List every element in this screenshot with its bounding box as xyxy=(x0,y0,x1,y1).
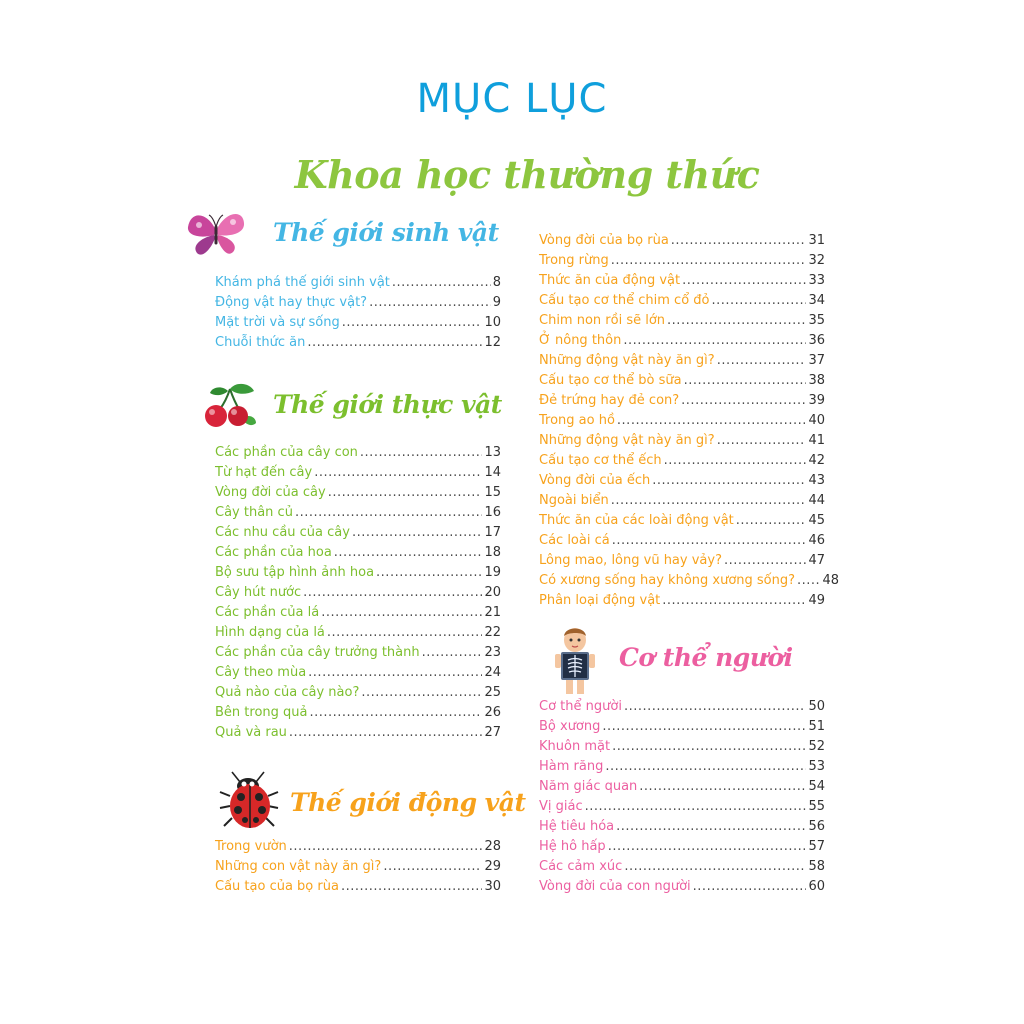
toc-entry-page: 37 xyxy=(808,353,825,368)
toc-entry-page: 49 xyxy=(808,593,825,608)
toc-entry-title: Hàm răng xyxy=(539,759,604,774)
toc-entry-page: 14 xyxy=(484,465,501,480)
toc-dot-leader xyxy=(334,543,483,563)
toc-entry-page: 18 xyxy=(484,545,501,560)
toc-dot-leader xyxy=(360,443,483,463)
toc-entry-page: 16 xyxy=(484,505,501,520)
toc-entry xyxy=(539,391,825,411)
toc-dot-leader xyxy=(712,291,807,311)
toc-entry-page: 52 xyxy=(808,739,825,754)
toc-dot-leader xyxy=(602,717,806,737)
toc-entry xyxy=(215,643,501,663)
toc-dot-leader xyxy=(352,523,483,543)
toc-entry xyxy=(215,543,501,563)
toc-entry-page: 56 xyxy=(808,819,825,834)
toc-list-co-the-nguoi xyxy=(539,697,825,897)
toc-dot-leader xyxy=(797,571,820,591)
toc-dot-leader xyxy=(361,683,482,703)
toc-list-dong-vat xyxy=(215,837,501,897)
toc-entry-page: 27 xyxy=(484,725,501,740)
toc-entry xyxy=(215,333,501,353)
berries-icon xyxy=(200,383,260,429)
toc-dot-leader xyxy=(376,563,482,583)
toc-entry-title: Vòng đời của con người xyxy=(539,879,691,894)
toc-entry-title: Hệ tiêu hóa xyxy=(539,819,615,834)
toc-dot-leader xyxy=(624,697,807,717)
boy-xray-icon xyxy=(549,624,601,696)
toc-dot-leader xyxy=(314,463,482,483)
toc-entry-title: Mặt trời và sự sống xyxy=(215,315,340,330)
toc-entry xyxy=(539,291,825,311)
toc-entry xyxy=(539,571,839,591)
toc-dot-leader xyxy=(624,857,806,877)
toc-dot-leader xyxy=(611,491,807,511)
toc-entry-page: 8 xyxy=(492,275,501,290)
toc-entry-page: 10 xyxy=(484,315,501,330)
toc-dot-leader xyxy=(717,351,807,371)
toc-entry-title: Năm giác quan xyxy=(539,779,638,794)
toc-entry-title: Cây thân củ xyxy=(215,505,293,520)
toc-entry-page: 15 xyxy=(484,485,501,500)
toc-entry-page: 35 xyxy=(808,313,825,328)
toc-dot-leader xyxy=(321,603,482,623)
toc-entry-title: Các phần của cây trưởng thành xyxy=(215,645,420,660)
ladybug-icon xyxy=(218,770,282,834)
toc-dot-leader xyxy=(585,797,807,817)
toc-entry-page: 38 xyxy=(808,373,825,388)
toc-dot-leader xyxy=(664,451,807,471)
toc-entry-title: Các phần của lá xyxy=(215,605,320,620)
toc-dot-leader xyxy=(341,877,483,897)
toc-entry-title: Đẻ trứng hay đẻ con? xyxy=(539,393,680,408)
toc-entry-title: Chuỗi thức ăn xyxy=(215,335,306,350)
toc-entry xyxy=(539,591,825,611)
toc-dot-leader xyxy=(667,311,806,331)
toc-dot-leader xyxy=(328,483,483,503)
toc-entry-page: 54 xyxy=(808,779,825,794)
toc-entry-title: Cây hút nước xyxy=(215,585,302,600)
toc-entry-title: Bộ sưu tập hình ảnh hoa xyxy=(215,565,375,580)
toc-entry-title: Các phần của hoa xyxy=(215,545,332,560)
toc-entry-page: 42 xyxy=(808,453,825,468)
toc-entry-title: Trong vườn xyxy=(215,839,287,854)
toc-entry-title: Cấu tạo cơ thể ếch xyxy=(539,453,662,468)
toc-entry xyxy=(215,663,501,683)
toc-entry-page: 40 xyxy=(808,413,825,428)
toc-entry xyxy=(215,523,501,543)
toc-entry-title: Vòng đời của ếch xyxy=(539,473,651,488)
toc-entry xyxy=(539,471,825,491)
toc-entry-title: Khám phá thế giới sinh vật xyxy=(215,275,390,290)
toc-entry-page: 30 xyxy=(484,879,501,894)
toc-entry xyxy=(539,411,825,431)
toc-entry-page: 28 xyxy=(484,839,501,854)
toc-entry-page: 41 xyxy=(808,433,825,448)
toc-entry xyxy=(539,697,825,717)
toc-dot-leader xyxy=(309,703,482,723)
toc-entry-page: 23 xyxy=(484,645,501,660)
toc-list-sinh-vat xyxy=(215,273,501,353)
toc-entry-title: Trong ao hồ xyxy=(539,413,615,428)
toc-entry-title: Có xương sống hay không xương sống? xyxy=(539,573,796,588)
toc-entry-page: 9 xyxy=(492,295,501,310)
toc-dot-leader xyxy=(303,583,482,603)
toc-entry-title: Cây theo mùa xyxy=(215,665,307,680)
page-title: MỤC LỤC xyxy=(416,76,608,122)
toc-entry xyxy=(539,251,825,271)
toc-dot-leader xyxy=(724,551,806,571)
toc-entry-page: 19 xyxy=(484,565,501,580)
toc-entry-title: Bộ xương xyxy=(539,719,601,734)
toc-entry xyxy=(539,231,825,251)
toc-entry-title: Vòng đời của bọ rùa xyxy=(539,233,669,248)
toc-dot-leader xyxy=(662,591,806,611)
toc-entry xyxy=(539,491,825,511)
toc-dot-leader xyxy=(608,837,807,857)
toc-entry-page: 53 xyxy=(808,759,825,774)
toc-entry-title: Cấu tạo cơ thể chim cổ đỏ xyxy=(539,293,710,308)
section-heading-dong-vat: Thế giới động vật xyxy=(290,788,526,817)
toc-entry-title: Vị giác xyxy=(539,799,583,814)
toc-entry-title: Thức ăn của động vật xyxy=(539,273,681,288)
toc-dot-leader xyxy=(342,313,483,333)
butterfly-icon xyxy=(185,207,247,259)
toc-dot-leader xyxy=(684,371,807,391)
toc-dot-leader xyxy=(611,251,807,271)
toc-entry xyxy=(539,351,825,371)
toc-entry-page: 57 xyxy=(808,839,825,854)
toc-entry-page: 48 xyxy=(822,573,839,588)
toc-entry xyxy=(215,293,501,313)
toc-entry-page: 46 xyxy=(808,533,825,548)
toc-entry-page: 29 xyxy=(484,859,501,874)
toc-entry-title: Cấu tạo của bọ rùa xyxy=(215,879,339,894)
toc-dot-leader xyxy=(289,837,483,857)
toc-entry xyxy=(539,331,825,351)
toc-entry xyxy=(539,877,825,897)
toc-entry xyxy=(215,723,501,743)
toc-entry xyxy=(539,551,825,571)
toc-dot-leader xyxy=(295,503,483,523)
toc-entry-title: Phân loại động vật xyxy=(539,593,661,608)
toc-entry-page: 44 xyxy=(808,493,825,508)
section-heading-sinh-vat: Thế giới sinh vật xyxy=(273,218,499,247)
toc-entry-page: 39 xyxy=(808,393,825,408)
toc-entry-title: Vòng đời của cây xyxy=(215,485,326,500)
toc-entry-page: 17 xyxy=(484,525,501,540)
toc-dot-leader xyxy=(693,877,807,897)
toc-entry-title: Hình dạng của lá xyxy=(215,625,325,640)
toc-entry-page: 33 xyxy=(808,273,825,288)
toc-entry-title: Ngoài biển xyxy=(539,493,609,508)
toc-dot-leader xyxy=(616,817,806,837)
toc-entry xyxy=(215,583,501,603)
toc-entry xyxy=(539,431,825,451)
toc-entry-page: 50 xyxy=(808,699,825,714)
toc-entry-page: 43 xyxy=(808,473,825,488)
toc-entry-title: Trong rừng xyxy=(539,253,609,268)
toc-dot-leader xyxy=(605,757,806,777)
toc-entry xyxy=(215,443,501,463)
toc-entry-title: Động vật hay thực vật? xyxy=(215,295,368,310)
toc-entry xyxy=(539,511,825,531)
toc-entry-page: 12 xyxy=(484,335,501,350)
toc-entry xyxy=(539,777,825,797)
toc-entry-title: Các cảm xúc xyxy=(539,859,623,874)
toc-entry xyxy=(539,451,825,471)
toc-entry-title: Quả nào của cây nào? xyxy=(215,685,360,700)
toc-entry-page: 55 xyxy=(808,799,825,814)
toc-list-thuc-vat xyxy=(215,443,501,743)
toc-entry-page: 60 xyxy=(808,879,825,894)
toc-entry xyxy=(215,313,501,333)
toc-entry xyxy=(215,683,501,703)
toc-entry xyxy=(215,837,501,857)
toc-entry-title: Những con vật này ăn gì? xyxy=(215,859,382,874)
toc-dot-leader xyxy=(289,723,483,743)
toc-dot-leader xyxy=(612,737,806,757)
toc-entry xyxy=(215,877,501,897)
toc-entry-title: Khuôn mặt xyxy=(539,739,611,754)
toc-dot-leader xyxy=(639,777,806,797)
toc-entry xyxy=(215,857,501,877)
toc-entry-title: Bên trong quả xyxy=(215,705,308,720)
toc-dot-leader xyxy=(617,411,807,431)
toc-entry-title: Chim non rồi sẽ lớn xyxy=(539,313,666,328)
toc-entry-title: Các nhu cầu của cây xyxy=(215,525,350,540)
toc-entry xyxy=(539,857,825,877)
toc-entry-title: Quả và rau xyxy=(215,725,287,740)
toc-entry xyxy=(215,623,501,643)
toc-entry xyxy=(215,463,501,483)
toc-entry xyxy=(539,271,825,291)
toc-entry-page: 22 xyxy=(484,625,501,640)
toc-entry-page: 20 xyxy=(484,585,501,600)
toc-dot-leader xyxy=(682,271,806,291)
toc-entry-page: 36 xyxy=(808,333,825,348)
toc-dot-leader xyxy=(736,511,807,531)
toc-entry-page: 24 xyxy=(484,665,501,680)
toc-entry-page: 21 xyxy=(484,605,501,620)
toc-entry-title: Những động vật này ăn gì? xyxy=(539,433,715,448)
toc-entry-title: Từ hạt đến cây xyxy=(215,465,313,480)
toc-entry xyxy=(539,837,825,857)
toc-entry xyxy=(539,797,825,817)
toc-entry-title: Cấu tạo cơ thể bò sữa xyxy=(539,373,682,388)
toc-dot-leader xyxy=(671,231,807,251)
toc-dot-leader xyxy=(307,333,482,353)
toc-entry xyxy=(215,273,501,293)
toc-entry xyxy=(215,563,501,583)
toc-entry-page: 13 xyxy=(484,445,501,460)
toc-dot-leader xyxy=(369,293,491,313)
toc-entry-page: 32 xyxy=(808,253,825,268)
section-heading-co-the-nguoi: Cơ thể người xyxy=(619,643,793,672)
toc-entry-page: 26 xyxy=(484,705,501,720)
toc-dot-leader xyxy=(612,531,807,551)
toc-dot-leader xyxy=(308,663,482,683)
toc-entry-page: 58 xyxy=(808,859,825,874)
toc-entry-page: 31 xyxy=(808,233,825,248)
toc-entry-title: Ở nông thôn xyxy=(539,333,622,348)
toc-entry xyxy=(539,757,825,777)
toc-entry xyxy=(215,703,501,723)
toc-entry xyxy=(215,503,501,523)
toc-entry-title: Lông mao, lông vũ hay vảy? xyxy=(539,553,722,568)
page-subtitle: Khoa học thường thức xyxy=(294,152,760,197)
toc-entry-page: 47 xyxy=(808,553,825,568)
toc-entry-title: Những động vật này ăn gì? xyxy=(539,353,715,368)
toc-dot-leader xyxy=(623,331,806,351)
toc-entry-title: Các phần của cây con xyxy=(215,445,358,460)
toc-list-dong-vat-continued xyxy=(539,231,839,611)
toc-entry xyxy=(539,737,825,757)
toc-entry xyxy=(539,817,825,837)
toc-dot-leader xyxy=(681,391,806,411)
toc-entry-page: 34 xyxy=(808,293,825,308)
toc-entry-title: Hệ hô hấp xyxy=(539,839,606,854)
toc-entry xyxy=(539,717,825,737)
toc-entry xyxy=(539,311,825,331)
toc-entry xyxy=(539,371,825,391)
toc-dot-leader xyxy=(327,623,483,643)
toc-entry-page: 25 xyxy=(484,685,501,700)
toc-dot-leader xyxy=(392,273,491,293)
toc-entry-title: Thức ăn của các loài động vật xyxy=(539,513,734,528)
section-heading-thuc-vat: Thế giới thực vật xyxy=(273,390,502,419)
toc-dot-leader xyxy=(383,857,482,877)
toc-entry xyxy=(539,531,825,551)
toc-entry-title: Các loài cá xyxy=(539,533,610,548)
toc-dot-leader xyxy=(652,471,806,491)
toc-entry-title: Cơ thể người xyxy=(539,699,622,714)
toc-entry xyxy=(215,603,501,623)
toc-entry-page: 51 xyxy=(808,719,825,734)
toc-dot-leader xyxy=(717,431,807,451)
toc-dot-leader xyxy=(422,643,483,663)
toc-entry-page: 45 xyxy=(808,513,825,528)
toc-entry xyxy=(215,483,501,503)
